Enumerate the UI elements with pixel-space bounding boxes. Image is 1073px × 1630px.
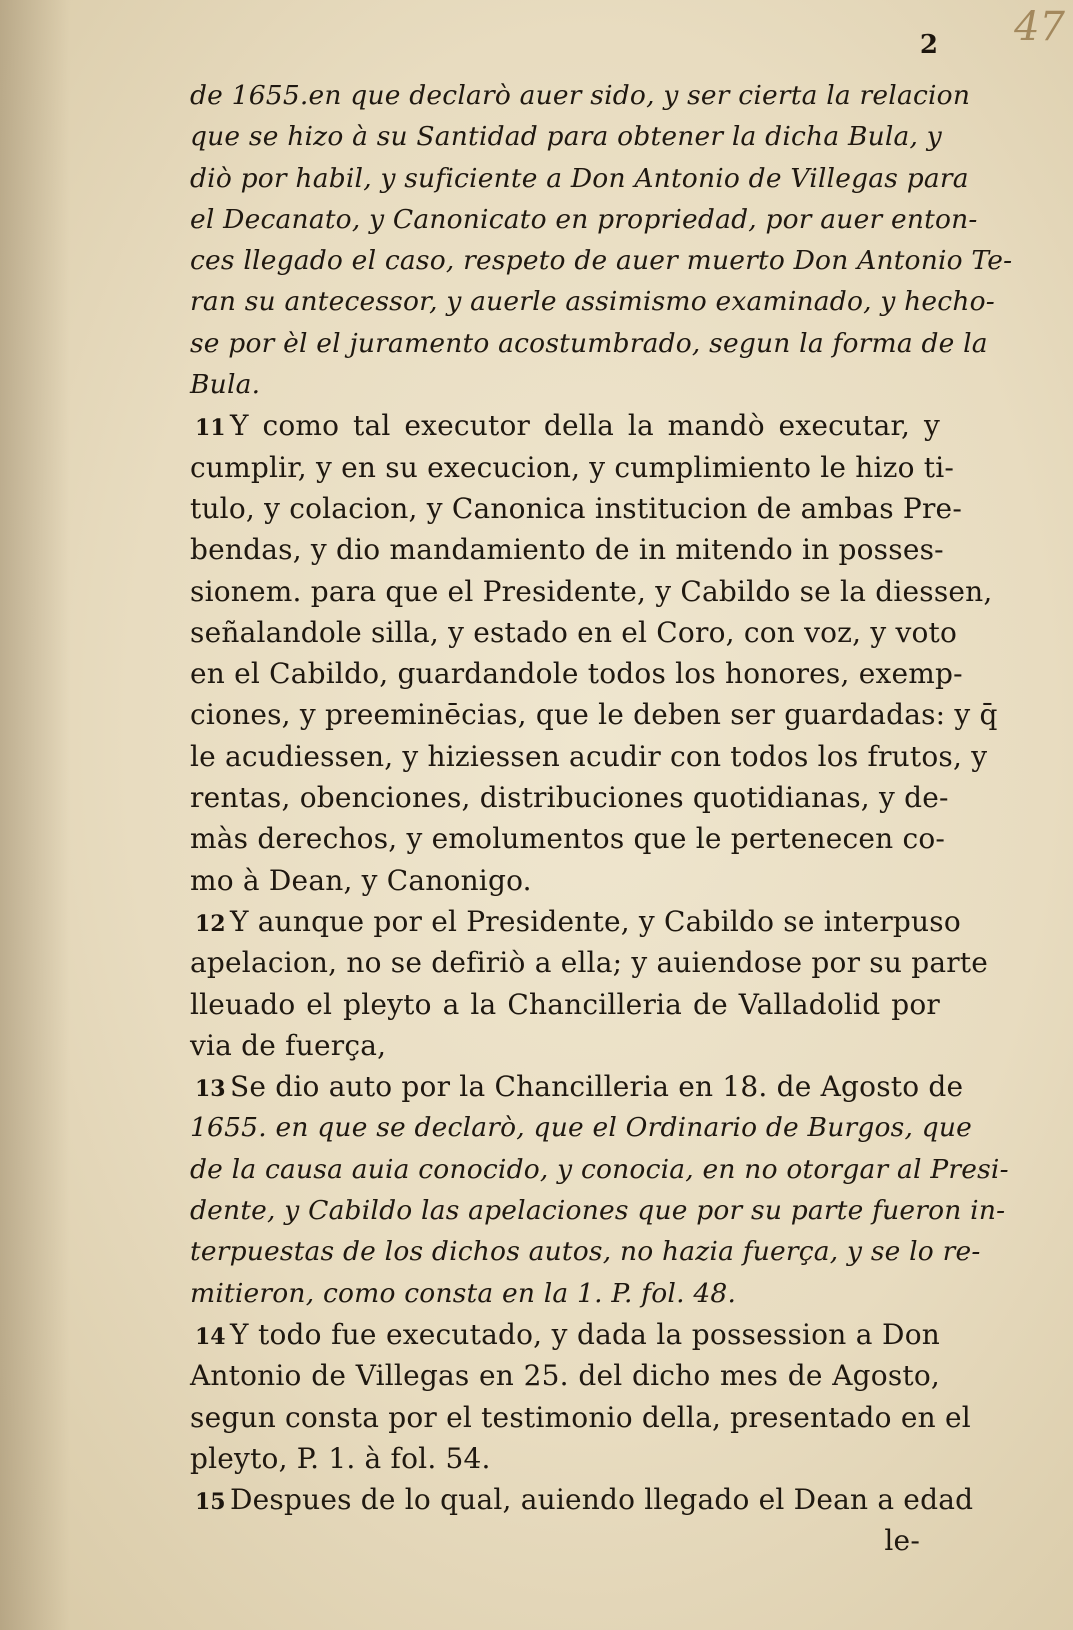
text-line: mo à Dean, y Canonigo. bbox=[190, 863, 532, 897]
folio-corner-mark: 47 bbox=[1014, 4, 1065, 50]
text-line: segun consta por el testimonio della, presentado en el bbox=[190, 1400, 971, 1434]
text-line: 1655. en que se declarò, que el Ordinario de Burgos, que bbox=[190, 1112, 973, 1144]
text-line: rentas, obenciones, distribuciones quotidianas, y de- bbox=[190, 781, 949, 815]
text-line: de 1655.en que declarò auer sido, y ser cierta la relacion bbox=[190, 80, 971, 111]
text-line: le acudiessen, y hiziessen acudir con todos los frutos, y bbox=[190, 739, 988, 773]
page-number: 2 bbox=[919, 30, 938, 60]
text-line: Y aunque por el Presidente, y Cabildo se interpuso bbox=[230, 904, 961, 938]
text-line: ces llegado el caso, respeto de auer muerto Don Antonio Te- bbox=[190, 245, 1013, 277]
text-line: el Decanato, y Canonicato en propriedad, por auer enton- bbox=[190, 203, 978, 235]
text-line: de la causa auia conocido, y conocia, en no otorgar al Presi- bbox=[190, 1153, 1009, 1185]
text-line: que se hizo à su Santidad para obtener la dicha Bula, y bbox=[190, 121, 942, 153]
text-line: via de fuerça, bbox=[190, 1028, 387, 1062]
text-line: diò por habil, y suficiente a Don Antonio de Villegas para bbox=[190, 162, 969, 194]
text-line: ciones, y preeminēcias, que le deben ser guardadas: y q̄ bbox=[190, 698, 998, 732]
text-line: lleuado el pleyto a la Chancilleria de Valladolid por bbox=[190, 987, 940, 1021]
text-line: mitieron, como consta en la 1. P. fol. 48. bbox=[190, 1277, 737, 1309]
paragraph-number: 12 bbox=[195, 911, 226, 937]
paragraph-number: 14 bbox=[195, 1324, 226, 1350]
text-line: Se dio auto por la Chancilleria en 18. de Agosto de bbox=[230, 1070, 964, 1104]
text-line: bendas, y dio mandamiento de in mitendo in posses- bbox=[190, 533, 944, 567]
text-line: tulo, y colacion, y Canonica institucion de ambas Pre- bbox=[190, 491, 962, 525]
paragraph-number: 13 bbox=[195, 1076, 226, 1103]
text-line: apelacion, no se defiriò a ella; y auiendose por su parte bbox=[190, 946, 989, 980]
text-line: señalandole silla, y estado en el Coro, con voz, y voto bbox=[190, 615, 958, 649]
text-line: ran su antecessor, y auerle assimismo examinado, y hecho- bbox=[190, 286, 995, 318]
paragraph-number: 11 bbox=[195, 415, 226, 442]
text-line: Antonio de Villegas en 25. del dicho mes de Agosto, bbox=[190, 1359, 940, 1393]
text-line: dente, y Cabildo las apelaciones que por su parte fueron in- bbox=[190, 1195, 1006, 1227]
text-line: sionem. para que el Presidente, y Cabildo se la diessen, bbox=[190, 574, 993, 608]
text-line: terpuestas de los dichos autos, no hazia fuerça, y se lo re- bbox=[190, 1236, 981, 1268]
binding-shadow bbox=[0, 0, 70, 1630]
text-line: se por èl el juramento acostumbrado, segun la forma de la bbox=[190, 327, 988, 359]
text-line: Bula. bbox=[190, 369, 261, 401]
body-text bbox=[190, 75, 1013, 1562]
paragraph-number: 15 bbox=[195, 1489, 226, 1516]
text-line: Y todo fue executado, y dada la possession a Don bbox=[230, 1317, 940, 1351]
text-line: en el Cabildo, guardandole todos los honores, exemp- bbox=[190, 657, 963, 691]
text-line: màs derechos, y emolumentos que le pertenecen co- bbox=[190, 822, 946, 856]
text-line: Y como tal executor della la mandò executar, y bbox=[230, 409, 940, 443]
text-line: pleyto, P. 1. à fol. 54. bbox=[190, 1441, 491, 1475]
text-line: cumplir, y en su execucion, y cumplimiento le hizo ti- bbox=[190, 450, 955, 484]
catchword: le- bbox=[884, 1524, 920, 1558]
text-line: Despues de lo qual, auiendo llegado el Dean a edad bbox=[230, 1483, 974, 1517]
